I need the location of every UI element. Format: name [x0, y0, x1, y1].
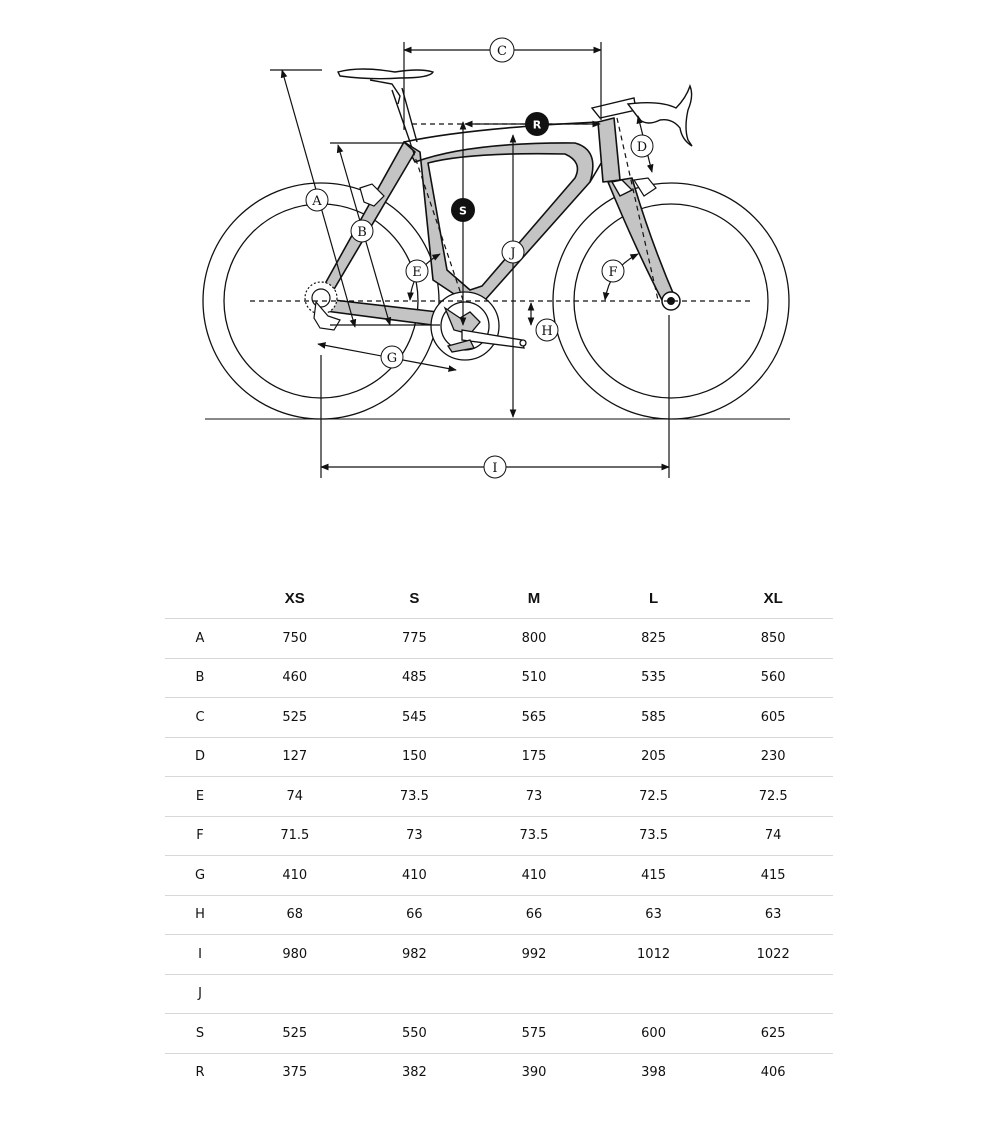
- label-g: [381, 346, 403, 368]
- row-label: S: [165, 1014, 235, 1054]
- row-label: H: [165, 895, 235, 935]
- table-cell: 982: [355, 935, 475, 975]
- table-cell: 560: [713, 658, 833, 698]
- label-h: [536, 319, 558, 341]
- label-i-text: I: [492, 461, 498, 476]
- table-cell: 605: [713, 698, 833, 738]
- table-row: [165, 935, 833, 975]
- table-cell: 980: [235, 935, 355, 975]
- geometry-table: [165, 578, 833, 1092]
- table-cell: 525: [235, 1014, 355, 1054]
- label-r-text: R: [532, 118, 542, 132]
- header-size-xl: XL: [713, 578, 833, 619]
- table-cell: 71.5: [235, 816, 355, 856]
- row-label: B: [165, 658, 235, 698]
- table-cell: 382: [401, 1065, 427, 1081]
- table-cell: 485: [355, 658, 475, 698]
- row-label: J: [165, 974, 235, 1014]
- row-label: A: [165, 619, 235, 659]
- table-cell: 585: [594, 698, 714, 738]
- row-label: I: [165, 935, 235, 975]
- table-cell: 410: [355, 856, 475, 896]
- table-cell: 410: [235, 856, 355, 896]
- table-cell: 390: [521, 1065, 547, 1081]
- label-a: [306, 189, 328, 211]
- label-f: [602, 260, 624, 282]
- label-j: [502, 241, 524, 263]
- table-row: [165, 658, 833, 698]
- table-cell: [594, 974, 714, 1014]
- table-cell: [355, 974, 475, 1014]
- row-label: C: [165, 698, 235, 738]
- table-cell: 800: [474, 619, 594, 659]
- table-cell: 565: [474, 698, 594, 738]
- table-cell: 230: [713, 737, 833, 777]
- table-cell: 992: [474, 935, 594, 975]
- table-cell: 775: [355, 619, 475, 659]
- table-cell: 66: [474, 895, 594, 935]
- row-label: R: [195, 1065, 205, 1081]
- label-i: [484, 456, 506, 478]
- table-cell: 600: [594, 1014, 714, 1054]
- table-cell: 406: [760, 1065, 786, 1081]
- table-cell: 73.5: [474, 816, 594, 856]
- table-cell: 175: [474, 737, 594, 777]
- table-cell: 74: [235, 777, 355, 817]
- table-cell: 72.5: [594, 777, 714, 817]
- label-d: [631, 135, 653, 157]
- header-size-xs: XS: [235, 578, 355, 619]
- header-empty: [165, 578, 235, 619]
- label-h-text: H: [541, 324, 553, 339]
- table-cell: 375: [282, 1065, 308, 1081]
- header-size-m: M: [474, 578, 594, 619]
- label-a-text: A: [312, 194, 322, 209]
- label-c-text: C: [497, 44, 507, 59]
- label-d-text: D: [636, 140, 648, 155]
- row-label: D: [165, 737, 235, 777]
- table-row: [165, 737, 833, 777]
- table-cell: 63: [713, 895, 833, 935]
- table-row: [165, 856, 833, 896]
- label-e-text: E: [412, 265, 422, 280]
- table-cell: 73: [474, 777, 594, 817]
- table-cell: 550: [355, 1014, 475, 1054]
- bike-geometry-diagram: [0, 0, 990, 500]
- table-row: [165, 698, 833, 738]
- label-s: [451, 198, 475, 222]
- label-f-text: F: [608, 265, 618, 280]
- table-cell: 535: [594, 658, 714, 698]
- table-row: [165, 816, 833, 856]
- table-cell: 575: [474, 1014, 594, 1054]
- table-cell: 66: [355, 895, 475, 935]
- saddle: [338, 69, 433, 142]
- table-cell: 72.5: [713, 777, 833, 817]
- table-cell: 73.5: [355, 777, 475, 817]
- table-cell: 525: [235, 698, 355, 738]
- table-header-row: [165, 578, 833, 619]
- label-b-text: B: [357, 225, 367, 240]
- table-cell: [713, 974, 833, 1014]
- table-cell: 73: [355, 816, 475, 856]
- table-cell: [474, 974, 594, 1014]
- table-cell: 1022: [713, 935, 833, 975]
- table-cell: [235, 974, 355, 1014]
- row-label: E: [165, 777, 235, 817]
- table-cell: 205: [594, 737, 714, 777]
- header-size-l: L: [594, 578, 714, 619]
- chainring: [431, 292, 526, 360]
- row-label: G: [165, 856, 235, 896]
- table-cell: 63: [594, 895, 714, 935]
- table-row: [165, 1053, 833, 1092]
- table-cell: 750: [235, 619, 355, 659]
- label-r: [525, 112, 549, 136]
- table-cell: 510: [474, 658, 594, 698]
- bike-frame: [316, 118, 676, 326]
- label-c: [490, 38, 514, 62]
- table-cell: 127: [235, 737, 355, 777]
- table-cell: 415: [713, 856, 833, 896]
- table-cell: 74: [713, 816, 833, 856]
- table-cell: 825: [594, 619, 714, 659]
- table-row: [165, 895, 833, 935]
- table-row: [165, 1014, 833, 1054]
- table-cell: 545: [355, 698, 475, 738]
- label-e: [406, 260, 428, 282]
- table-cell: 1012: [594, 935, 714, 975]
- label-b: [351, 220, 373, 242]
- table-cell: 410: [474, 856, 594, 896]
- table-cell: 398: [641, 1065, 666, 1081]
- table-cell: 73.5: [594, 816, 714, 856]
- table-cell: 850: [713, 619, 833, 659]
- table-row: [165, 974, 833, 1014]
- label-g-text: G: [386, 351, 398, 366]
- table-cell: 625: [713, 1014, 833, 1054]
- table-cell: 460: [235, 658, 355, 698]
- table-row: [165, 777, 833, 817]
- table-row: [165, 619, 833, 659]
- table-cell: 68: [235, 895, 355, 935]
- header-size-s: S: [355, 578, 475, 619]
- table-cell: 415: [594, 856, 714, 896]
- label-j-text: J: [510, 246, 516, 261]
- table-cell: 150: [355, 737, 475, 777]
- label-s-text: S: [459, 204, 467, 218]
- row-label: F: [165, 816, 235, 856]
